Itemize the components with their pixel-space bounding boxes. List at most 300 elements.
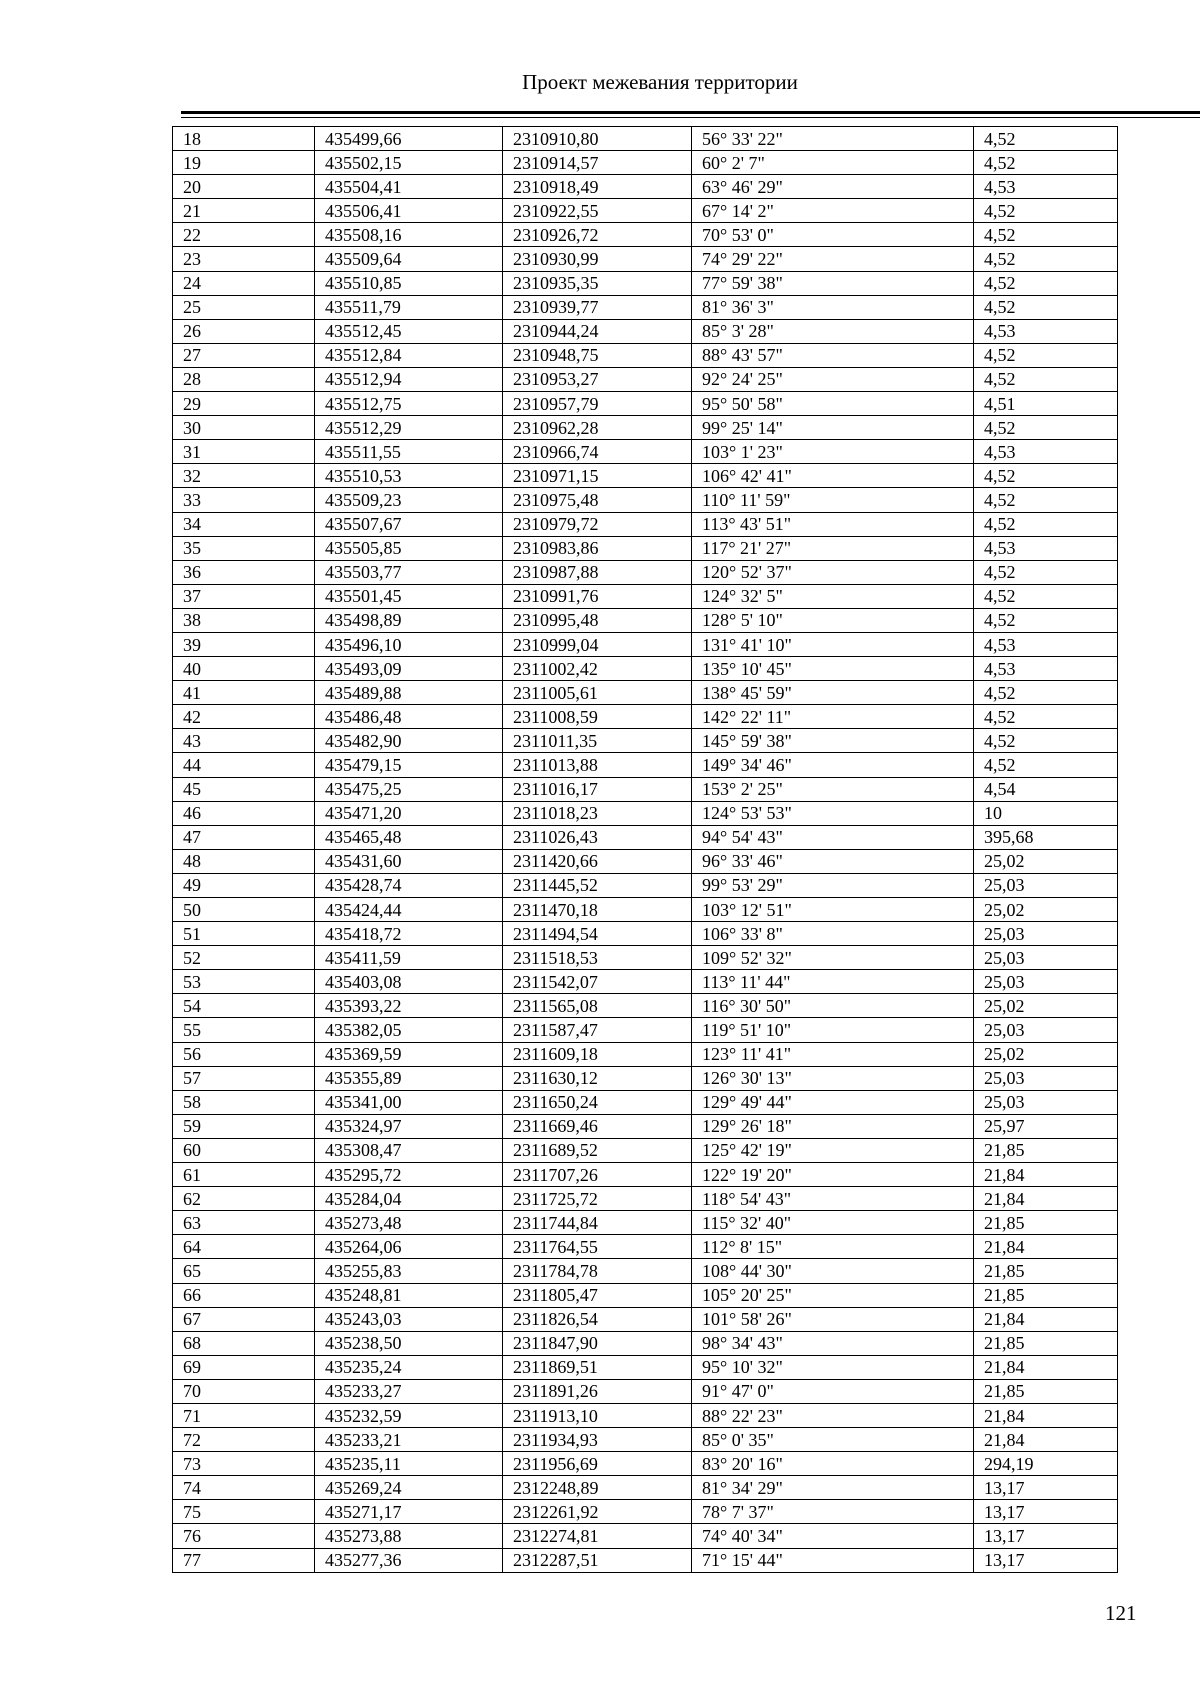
distance-cell: 4,52 xyxy=(974,488,1118,512)
point-number-cell: 37 xyxy=(173,584,315,608)
distance-cell: 21,85 xyxy=(974,1211,1118,1235)
distance-cell: 25,03 xyxy=(974,1090,1118,1114)
point-number-cell: 52 xyxy=(173,946,315,970)
direction-angle-cell: 71° 15' 44" xyxy=(692,1548,974,1572)
point-number-cell: 31 xyxy=(173,440,315,464)
x-coordinate-cell: 435505,85 xyxy=(315,536,503,560)
x-coordinate-cell: 435273,48 xyxy=(315,1211,503,1235)
point-number-cell: 35 xyxy=(173,536,315,560)
table-row xyxy=(173,1138,1118,1162)
distance-cell: 4,53 xyxy=(974,440,1118,464)
table-row xyxy=(173,536,1118,560)
point-number-cell: 56 xyxy=(173,1042,315,1066)
y-coordinate-cell: 2311869,51 xyxy=(503,1355,692,1379)
x-coordinate-cell: 435512,75 xyxy=(315,392,503,416)
distance-cell: 21,85 xyxy=(974,1379,1118,1403)
x-coordinate-cell: 435233,27 xyxy=(315,1379,503,1403)
point-number-cell: 66 xyxy=(173,1283,315,1307)
y-coordinate-cell: 2310971,15 xyxy=(503,464,692,488)
x-coordinate-cell: 435418,72 xyxy=(315,922,503,946)
direction-angle-cell: 135° 10' 45" xyxy=(692,657,974,681)
y-coordinate-cell: 2310922,55 xyxy=(503,199,692,223)
distance-cell: 4,52 xyxy=(974,199,1118,223)
y-coordinate-cell: 2310979,72 xyxy=(503,512,692,536)
y-coordinate-cell: 2311013,88 xyxy=(503,753,692,777)
y-coordinate-cell: 2310987,88 xyxy=(503,560,692,584)
x-coordinate-cell: 435512,84 xyxy=(315,343,503,367)
distance-cell: 21,84 xyxy=(974,1307,1118,1331)
y-coordinate-cell: 2310957,79 xyxy=(503,392,692,416)
direction-angle-cell: 113° 43' 51" xyxy=(692,512,974,536)
table-row xyxy=(173,584,1118,608)
x-coordinate-cell: 435479,15 xyxy=(315,753,503,777)
point-number-cell: 43 xyxy=(173,729,315,753)
table-row xyxy=(173,1548,1118,1572)
distance-cell: 4,53 xyxy=(974,175,1118,199)
point-number-cell: 20 xyxy=(173,175,315,199)
direction-angle-cell: 85° 0' 35" xyxy=(692,1428,974,1452)
point-number-cell: 65 xyxy=(173,1259,315,1283)
point-number-cell: 57 xyxy=(173,1066,315,1090)
x-coordinate-cell: 435284,04 xyxy=(315,1187,503,1211)
y-coordinate-cell: 2310948,75 xyxy=(503,343,692,367)
y-coordinate-cell: 2311707,26 xyxy=(503,1163,692,1187)
direction-angle-cell: 106° 33' 8" xyxy=(692,922,974,946)
y-coordinate-cell: 2311542,07 xyxy=(503,970,692,994)
distance-cell: 13,17 xyxy=(974,1548,1118,1572)
coordinates-table xyxy=(172,126,1118,1573)
table-row xyxy=(173,1114,1118,1138)
header-rule-thin xyxy=(181,117,1200,118)
x-coordinate-cell: 435308,47 xyxy=(315,1138,503,1162)
x-coordinate-cell: 435235,11 xyxy=(315,1452,503,1476)
distance-cell: 21,85 xyxy=(974,1331,1118,1355)
direction-angle-cell: 92° 24' 25" xyxy=(692,367,974,391)
y-coordinate-cell: 2311026,43 xyxy=(503,825,692,849)
direction-angle-cell: 125° 42' 19" xyxy=(692,1138,974,1162)
distance-cell: 21,84 xyxy=(974,1235,1118,1259)
point-number-cell: 69 xyxy=(173,1355,315,1379)
direction-angle-cell: 60° 2' 7" xyxy=(692,151,974,175)
direction-angle-cell: 98° 34' 43" xyxy=(692,1331,974,1355)
direction-angle-cell: 120° 52' 37" xyxy=(692,560,974,584)
y-coordinate-cell: 2311764,55 xyxy=(503,1235,692,1259)
point-number-cell: 38 xyxy=(173,608,315,632)
x-coordinate-cell: 435235,24 xyxy=(315,1355,503,1379)
y-coordinate-cell: 2311008,59 xyxy=(503,705,692,729)
y-coordinate-cell: 2311805,47 xyxy=(503,1283,692,1307)
direction-angle-cell: 119° 51' 10" xyxy=(692,1018,974,1042)
direction-angle-cell: 153° 2' 25" xyxy=(692,777,974,801)
point-number-cell: 33 xyxy=(173,488,315,512)
table-row xyxy=(173,199,1118,223)
y-coordinate-cell: 2310918,49 xyxy=(503,175,692,199)
direction-angle-cell: 115° 32' 40" xyxy=(692,1211,974,1235)
distance-cell: 4,52 xyxy=(974,512,1118,536)
direction-angle-cell: 124° 53' 53" xyxy=(692,801,974,825)
distance-cell: 25,03 xyxy=(974,946,1118,970)
y-coordinate-cell: 2311689,52 xyxy=(503,1138,692,1162)
x-coordinate-cell: 435509,64 xyxy=(315,247,503,271)
distance-cell: 4,52 xyxy=(974,560,1118,584)
x-coordinate-cell: 435511,79 xyxy=(315,295,503,319)
distance-cell: 25,03 xyxy=(974,970,1118,994)
distance-cell: 13,17 xyxy=(974,1476,1118,1500)
direction-angle-cell: 56° 33' 22" xyxy=(692,127,974,151)
table-row xyxy=(173,1500,1118,1524)
x-coordinate-cell: 435499,66 xyxy=(315,127,503,151)
point-number-cell: 19 xyxy=(173,151,315,175)
y-coordinate-cell: 2311518,53 xyxy=(503,946,692,970)
y-coordinate-cell: 2311847,90 xyxy=(503,1331,692,1355)
point-number-cell: 30 xyxy=(173,416,315,440)
point-number-cell: 40 xyxy=(173,657,315,681)
y-coordinate-cell: 2310983,86 xyxy=(503,536,692,560)
point-number-cell: 70 xyxy=(173,1379,315,1403)
direction-angle-cell: 108° 44' 30" xyxy=(692,1259,974,1283)
coordinates-table-body xyxy=(173,127,1118,1573)
table-row xyxy=(173,1042,1118,1066)
x-coordinate-cell: 435269,24 xyxy=(315,1476,503,1500)
point-number-cell: 44 xyxy=(173,753,315,777)
direction-angle-cell: 123° 11' 41" xyxy=(692,1042,974,1066)
table-row xyxy=(173,1259,1118,1283)
point-number-cell: 29 xyxy=(173,392,315,416)
table-row xyxy=(173,777,1118,801)
direction-angle-cell: 118° 54' 43" xyxy=(692,1187,974,1211)
point-number-cell: 60 xyxy=(173,1138,315,1162)
x-coordinate-cell: 435382,05 xyxy=(315,1018,503,1042)
direction-angle-cell: 129° 26' 18" xyxy=(692,1114,974,1138)
x-coordinate-cell: 435512,29 xyxy=(315,416,503,440)
header-rule-thick xyxy=(181,111,1200,114)
direction-angle-cell: 101° 58' 26" xyxy=(692,1307,974,1331)
y-coordinate-cell: 2311609,18 xyxy=(503,1042,692,1066)
y-coordinate-cell: 2311002,42 xyxy=(503,657,692,681)
direction-angle-cell: 94° 54' 43" xyxy=(692,825,974,849)
table-row xyxy=(173,151,1118,175)
y-coordinate-cell: 2311650,24 xyxy=(503,1090,692,1114)
point-number-cell: 28 xyxy=(173,367,315,391)
table-row xyxy=(173,753,1118,777)
x-coordinate-cell: 435512,45 xyxy=(315,319,503,343)
direction-angle-cell: 78° 7' 37" xyxy=(692,1500,974,1524)
x-coordinate-cell: 435498,89 xyxy=(315,608,503,632)
distance-cell: 4,53 xyxy=(974,657,1118,681)
distance-cell: 25,02 xyxy=(974,849,1118,873)
y-coordinate-cell: 2311016,17 xyxy=(503,777,692,801)
distance-cell: 25,97 xyxy=(974,1114,1118,1138)
table-row xyxy=(173,1307,1118,1331)
distance-cell: 4,53 xyxy=(974,632,1118,656)
distance-cell: 4,53 xyxy=(974,536,1118,560)
distance-cell: 25,03 xyxy=(974,1066,1118,1090)
table-row xyxy=(173,392,1118,416)
x-coordinate-cell: 435465,48 xyxy=(315,825,503,849)
y-coordinate-cell: 2311913,10 xyxy=(503,1403,692,1427)
distance-cell: 4,52 xyxy=(974,681,1118,705)
table-row xyxy=(173,1187,1118,1211)
table-row xyxy=(173,271,1118,295)
table-row xyxy=(173,175,1118,199)
y-coordinate-cell: 2310910,80 xyxy=(503,127,692,151)
point-number-cell: 73 xyxy=(173,1452,315,1476)
y-coordinate-cell: 2311005,61 xyxy=(503,681,692,705)
direction-angle-cell: 112° 8' 15" xyxy=(692,1235,974,1259)
point-number-cell: 42 xyxy=(173,705,315,729)
distance-cell: 4,52 xyxy=(974,729,1118,753)
y-coordinate-cell: 2311725,72 xyxy=(503,1187,692,1211)
x-coordinate-cell: 435403,08 xyxy=(315,970,503,994)
direction-angle-cell: 110° 11' 59" xyxy=(692,488,974,512)
x-coordinate-cell: 435243,03 xyxy=(315,1307,503,1331)
x-coordinate-cell: 435324,97 xyxy=(315,1114,503,1138)
y-coordinate-cell: 2310962,28 xyxy=(503,416,692,440)
x-coordinate-cell: 435501,45 xyxy=(315,584,503,608)
direction-angle-cell: 126° 30' 13" xyxy=(692,1066,974,1090)
point-number-cell: 61 xyxy=(173,1163,315,1187)
point-number-cell: 26 xyxy=(173,319,315,343)
point-number-cell: 58 xyxy=(173,1090,315,1114)
x-coordinate-cell: 435255,83 xyxy=(315,1259,503,1283)
distance-cell: 395,68 xyxy=(974,825,1118,849)
table-row xyxy=(173,416,1118,440)
direction-angle-cell: 91° 47' 0" xyxy=(692,1379,974,1403)
table-row xyxy=(173,295,1118,319)
direction-angle-cell: 142° 22' 11" xyxy=(692,705,974,729)
point-number-cell: 67 xyxy=(173,1307,315,1331)
y-coordinate-cell: 2310930,99 xyxy=(503,247,692,271)
x-coordinate-cell: 435238,50 xyxy=(315,1331,503,1355)
direction-angle-cell: 122° 19' 20" xyxy=(692,1163,974,1187)
point-number-cell: 50 xyxy=(173,898,315,922)
direction-angle-cell: 85° 3' 28" xyxy=(692,319,974,343)
direction-angle-cell: 95° 50' 58" xyxy=(692,392,974,416)
direction-angle-cell: 106° 42' 41" xyxy=(692,464,974,488)
table-row xyxy=(173,1355,1118,1379)
distance-cell: 4,52 xyxy=(974,753,1118,777)
x-coordinate-cell: 435271,17 xyxy=(315,1500,503,1524)
distance-cell: 4,52 xyxy=(974,367,1118,391)
y-coordinate-cell: 2310999,04 xyxy=(503,632,692,656)
distance-cell: 25,02 xyxy=(974,994,1118,1018)
y-coordinate-cell: 2310995,48 xyxy=(503,608,692,632)
y-coordinate-cell: 2312287,51 xyxy=(503,1548,692,1572)
distance-cell: 25,03 xyxy=(974,1018,1118,1042)
table-row xyxy=(173,1090,1118,1114)
distance-cell: 4,52 xyxy=(974,151,1118,175)
y-coordinate-cell: 2311630,12 xyxy=(503,1066,692,1090)
direction-angle-cell: 81° 34' 29" xyxy=(692,1476,974,1500)
x-coordinate-cell: 435486,48 xyxy=(315,705,503,729)
direction-angle-cell: 99° 25' 14" xyxy=(692,416,974,440)
x-coordinate-cell: 435424,44 xyxy=(315,898,503,922)
x-coordinate-cell: 435482,90 xyxy=(315,729,503,753)
distance-cell: 25,03 xyxy=(974,922,1118,946)
point-number-cell: 48 xyxy=(173,849,315,873)
y-coordinate-cell: 2311565,08 xyxy=(503,994,692,1018)
table-row xyxy=(173,440,1118,464)
point-number-cell: 27 xyxy=(173,343,315,367)
y-coordinate-cell: 2310939,77 xyxy=(503,295,692,319)
direction-angle-cell: 116° 30' 50" xyxy=(692,994,974,1018)
distance-cell: 4,52 xyxy=(974,127,1118,151)
distance-cell: 21,84 xyxy=(974,1187,1118,1211)
distance-cell: 13,17 xyxy=(974,1524,1118,1548)
x-coordinate-cell: 435475,25 xyxy=(315,777,503,801)
point-number-cell: 46 xyxy=(173,801,315,825)
y-coordinate-cell: 2311956,69 xyxy=(503,1452,692,1476)
distance-cell: 25,03 xyxy=(974,873,1118,897)
y-coordinate-cell: 2310944,24 xyxy=(503,319,692,343)
table-row xyxy=(173,705,1118,729)
table-row xyxy=(173,319,1118,343)
table-row xyxy=(173,922,1118,946)
y-coordinate-cell: 2311494,54 xyxy=(503,922,692,946)
distance-cell: 21,85 xyxy=(974,1138,1118,1162)
x-coordinate-cell: 435295,72 xyxy=(315,1163,503,1187)
direction-angle-cell: 67° 14' 2" xyxy=(692,199,974,223)
distance-cell: 21,85 xyxy=(974,1283,1118,1307)
x-coordinate-cell: 435507,67 xyxy=(315,512,503,536)
distance-cell: 4,52 xyxy=(974,464,1118,488)
page-header-title: Проект межевания территории xyxy=(522,70,798,94)
direction-angle-cell: 145° 59' 38" xyxy=(692,729,974,753)
distance-cell: 4,51 xyxy=(974,392,1118,416)
table-row xyxy=(173,994,1118,1018)
point-number-cell: 36 xyxy=(173,560,315,584)
table-row xyxy=(173,343,1118,367)
distance-cell: 21,85 xyxy=(974,1259,1118,1283)
point-number-cell: 53 xyxy=(173,970,315,994)
x-coordinate-cell: 435393,22 xyxy=(315,994,503,1018)
y-coordinate-cell: 2310953,27 xyxy=(503,367,692,391)
point-number-cell: 34 xyxy=(173,512,315,536)
distance-cell: 25,02 xyxy=(974,898,1118,922)
x-coordinate-cell: 435264,06 xyxy=(315,1235,503,1259)
point-number-cell: 72 xyxy=(173,1428,315,1452)
direction-angle-cell: 95° 10' 32" xyxy=(692,1355,974,1379)
point-number-cell: 54 xyxy=(173,994,315,1018)
table-row xyxy=(173,1428,1118,1452)
x-coordinate-cell: 435510,53 xyxy=(315,464,503,488)
table-row xyxy=(173,1163,1118,1187)
direction-angle-cell: 149° 34' 46" xyxy=(692,753,974,777)
y-coordinate-cell: 2310975,48 xyxy=(503,488,692,512)
y-coordinate-cell: 2311018,23 xyxy=(503,801,692,825)
direction-angle-cell: 103° 12' 51" xyxy=(692,898,974,922)
distance-cell: 4,52 xyxy=(974,416,1118,440)
direction-angle-cell: 131° 41' 10" xyxy=(692,632,974,656)
direction-angle-cell: 99° 53' 29" xyxy=(692,873,974,897)
x-coordinate-cell: 435431,60 xyxy=(315,849,503,873)
y-coordinate-cell: 2310914,57 xyxy=(503,151,692,175)
direction-angle-cell: 70° 53' 0" xyxy=(692,223,974,247)
x-coordinate-cell: 435273,88 xyxy=(315,1524,503,1548)
point-number-cell: 68 xyxy=(173,1331,315,1355)
table-row xyxy=(173,608,1118,632)
distance-cell: 4,52 xyxy=(974,223,1118,247)
direction-angle-cell: 103° 1' 23" xyxy=(692,440,974,464)
table-row xyxy=(173,367,1118,391)
y-coordinate-cell: 2311744,84 xyxy=(503,1211,692,1235)
y-coordinate-cell: 2310935,35 xyxy=(503,271,692,295)
distance-cell: 4,52 xyxy=(974,247,1118,271)
distance-cell: 4,54 xyxy=(974,777,1118,801)
y-coordinate-cell: 2311445,52 xyxy=(503,873,692,897)
table-row xyxy=(173,849,1118,873)
distance-cell: 21,84 xyxy=(974,1163,1118,1187)
x-coordinate-cell: 435369,59 xyxy=(315,1042,503,1066)
table-row xyxy=(173,898,1118,922)
direction-angle-cell: 128° 5' 10" xyxy=(692,608,974,632)
point-number-cell: 18 xyxy=(173,127,315,151)
table-row xyxy=(173,801,1118,825)
x-coordinate-cell: 435233,21 xyxy=(315,1428,503,1452)
y-coordinate-cell: 2311669,46 xyxy=(503,1114,692,1138)
direction-angle-cell: 77° 59' 38" xyxy=(692,271,974,295)
x-coordinate-cell: 435471,20 xyxy=(315,801,503,825)
distance-cell: 10 xyxy=(974,801,1118,825)
x-coordinate-cell: 435506,41 xyxy=(315,199,503,223)
distance-cell: 4,52 xyxy=(974,584,1118,608)
point-number-cell: 55 xyxy=(173,1018,315,1042)
direction-angle-cell: 74° 29' 22" xyxy=(692,247,974,271)
point-number-cell: 59 xyxy=(173,1114,315,1138)
point-number-cell: 74 xyxy=(173,1476,315,1500)
x-coordinate-cell: 435512,94 xyxy=(315,367,503,391)
direction-angle-cell: 88° 43' 57" xyxy=(692,343,974,367)
y-coordinate-cell: 2311587,47 xyxy=(503,1018,692,1042)
direction-angle-cell: 88° 22' 23" xyxy=(692,1403,974,1427)
y-coordinate-cell: 2312261,92 xyxy=(503,1500,692,1524)
point-number-cell: 32 xyxy=(173,464,315,488)
point-number-cell: 45 xyxy=(173,777,315,801)
distance-cell: 294,19 xyxy=(974,1452,1118,1476)
x-coordinate-cell: 435509,23 xyxy=(315,488,503,512)
x-coordinate-cell: 435428,74 xyxy=(315,873,503,897)
x-coordinate-cell: 435232,59 xyxy=(315,1403,503,1427)
x-coordinate-cell: 435355,89 xyxy=(315,1066,503,1090)
direction-angle-cell: 96° 33' 46" xyxy=(692,849,974,873)
point-number-cell: 47 xyxy=(173,825,315,849)
table-row xyxy=(173,247,1118,271)
direction-angle-cell: 138° 45' 59" xyxy=(692,681,974,705)
point-number-cell: 51 xyxy=(173,922,315,946)
point-number-cell: 21 xyxy=(173,199,315,223)
distance-cell: 4,53 xyxy=(974,319,1118,343)
direction-angle-cell: 105° 20' 25" xyxy=(692,1283,974,1307)
table-row xyxy=(173,970,1118,994)
y-coordinate-cell: 2312274,81 xyxy=(503,1524,692,1548)
table-row xyxy=(173,1476,1118,1500)
table-row xyxy=(173,1403,1118,1427)
direction-angle-cell: 124° 32' 5" xyxy=(692,584,974,608)
table-row xyxy=(173,464,1118,488)
direction-angle-cell: 129° 49' 44" xyxy=(692,1090,974,1114)
distance-cell: 4,52 xyxy=(974,295,1118,319)
table-row xyxy=(173,632,1118,656)
x-coordinate-cell: 435508,16 xyxy=(315,223,503,247)
y-coordinate-cell: 2310991,76 xyxy=(503,584,692,608)
point-number-cell: 41 xyxy=(173,681,315,705)
table-row xyxy=(173,1235,1118,1259)
table-row xyxy=(173,1018,1118,1042)
y-coordinate-cell: 2311784,78 xyxy=(503,1259,692,1283)
point-number-cell: 49 xyxy=(173,873,315,897)
table-row xyxy=(173,873,1118,897)
y-coordinate-cell: 2311826,54 xyxy=(503,1307,692,1331)
